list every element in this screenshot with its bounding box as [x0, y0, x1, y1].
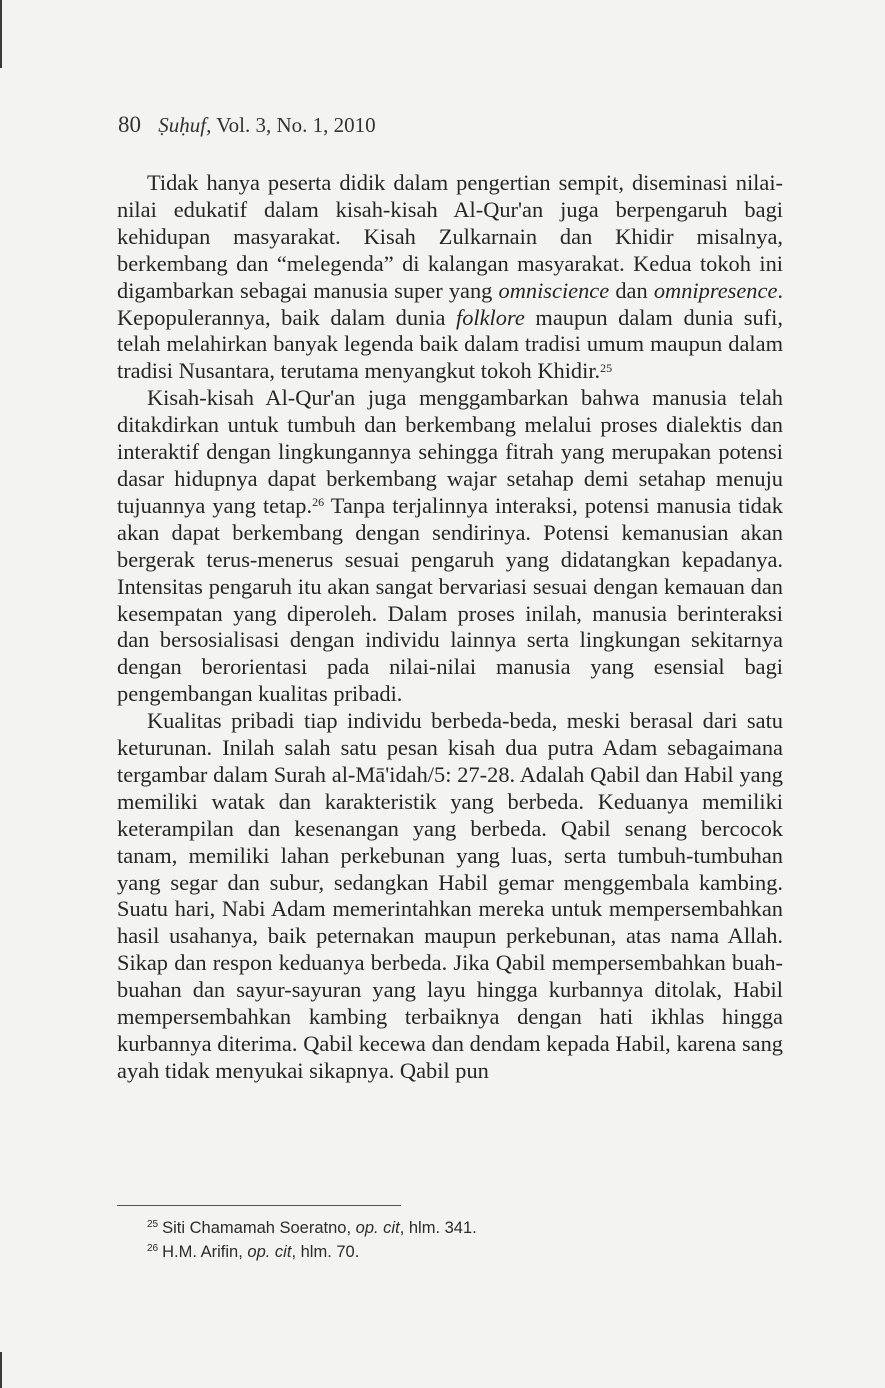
footnote-tail: , hlm. 70.	[291, 1243, 360, 1261]
footnote-separator	[117, 1205, 401, 1206]
footnote-26	[147, 1240, 477, 1264]
volume-issue: Vol. 3, No. 1, 2010	[216, 113, 376, 137]
footnote-author: Siti Chamamah Soeratno,	[162, 1219, 352, 1237]
body-text	[117, 170, 783, 1085]
page-number: 80	[118, 112, 141, 137]
running-header	[118, 112, 376, 138]
scan-edge-mark-bottom	[0, 1352, 2, 1388]
footnote-marker: 25	[600, 360, 613, 375]
text-run: Kualitas pribadi tiap individu berbeda-beda, meski berasal dari satu keturunan. Inilah salah satu pesan kisah dua putra Adam sebagaimana tergambar dalam Surah al-Mā'idah/5: 27-28. Adalah Qabil dan Habil yang memiliki watak dan karakteristik yang berbeda. Keduanya memiliki keterampilan dan kesenangan yang berbeda. Qabil senang bercocok tanam, memiliki lahan perkebunan yang luas, serta tumbuh-tumbuhan yang segar dan subur, sedangkan Habil gemar menggembala kambing. Suatu hari, Nabi Adam memerintahkan mereka untuk mempersembahkan hasil usahanya, baik peternakan maupun perkebunan, atas nama Allah. Sikap dan respon keduanya berbeda. Jika Qabil mempersembahkan buah-buahan dan sayur-sayuran yang layu hingga kurbannya ditolak, Habil mempersembahkan kambing terbaiknya dengan hati ikhlas hingga kurbannya diterima. Qabil kecewa dan dendam kepada Habil, karena sang ayah tidak menyukai sikapnya. Qabil pun	[117, 708, 783, 1083]
footnote-ref: op. cit	[247, 1243, 292, 1261]
footnote-ref: op. cit	[355, 1219, 400, 1237]
paragraph-2	[117, 385, 783, 708]
italic-term: omnipresence	[653, 277, 778, 303]
footnote-number: 25	[147, 1218, 159, 1230]
footnote-number: 26	[147, 1242, 159, 1254]
italic-term: omniscience	[498, 277, 610, 303]
italic-term: folklore	[455, 304, 525, 330]
footnote-tail: , hlm. 341.	[399, 1219, 477, 1237]
journal-title: Ṣuḥuf,	[158, 113, 212, 137]
footnote-marker: 26	[312, 495, 325, 510]
footnote-author: H.M. Arifin,	[162, 1243, 243, 1261]
paragraph-3	[117, 708, 783, 1085]
footnote-25	[147, 1216, 477, 1240]
scan-edge-mark-top	[0, 0, 2, 68]
text-run: . Kepopulerannya, baik dalam dunia	[117, 277, 783, 330]
text-run: Kisah-kisah Al-Qur'an juga menggambarkan bahwa manusia telah ditakdirkan untuk tumbuh dan berkembang melalui proses dialektis dan interaktif dengan lingkungannya sehingga fitrah yang merupakan potensi dasar hidupnya dapat berkembang wajar setahap demi setahap menuju tujuannya yang tetap.	[117, 385, 783, 518]
footnotes	[147, 1216, 477, 1264]
text-run: dan	[609, 277, 654, 303]
text-run: Tidak hanya peserta didik dalam pengertian sempit, diseminasi nilai-nilai edukatif dalam kisah-kisah Al-Qur'an juga berpengaruh bagi kehidupan masyarakat. Kisah Zulkarnain dan Khidir misalnya, berkembang dan “melegenda” di kalangan masyarakat. Kedua tokoh ini digambarkan sebagai manusia super yang	[117, 170, 783, 303]
text-run: maupun dalam dunia sufi, telah melahirkan banyak legenda baik dalam tradisi umum maupun dalam tradisi Nusantara, terutama menyangkut tokoh Khidir.	[117, 304, 783, 384]
paragraph-1	[117, 170, 783, 385]
text-run: Tanpa terjalinnya interaksi, potensi manusia tidak akan dapat berkembang dengan sendirinya. Potensi kemanusian akan bergerak terus-menerus sesuai pengaruh yang didatangkan kepadanya. Intensitas pengaruh itu akan sangat bervariasi sesuai dengan kemauan dan kesempatan yang diperoleh. Dalam proses inilah, manusia berinteraksi dan bersosialisasi dengan individu lainnya serta lingkungan sekitarnya dengan berorientasi pada nilai-nilai manusia yang esensial bagi pengembangan kualitas pribadi.	[117, 492, 783, 707]
